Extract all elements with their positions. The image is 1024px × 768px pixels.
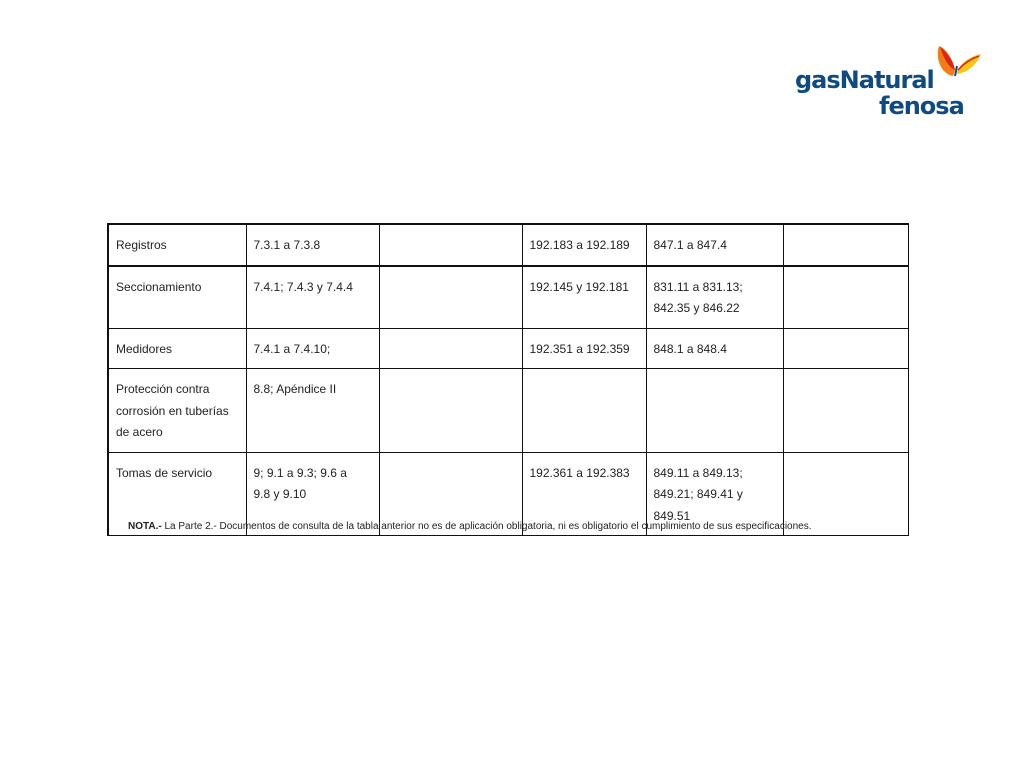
table-cell: 831.11 a 831.13; 842.35 y 846.22	[646, 266, 783, 329]
table-cell	[379, 224, 522, 266]
table-cell	[379, 266, 522, 329]
table-cell: Registros	[108, 224, 246, 266]
table-row	[108, 328, 908, 369]
table-cell: 192.183 a 192.189	[522, 224, 646, 266]
table-cell	[783, 224, 908, 266]
table-cell: Protección contra corrosión en tuberías de acero	[108, 369, 246, 453]
table-cell: 192.351 a 192.359	[522, 328, 646, 369]
table-cell: 847.1 a 847.4	[646, 224, 783, 266]
table-cell: 7.4.1; 7.4.3 y 7.4.4	[246, 266, 379, 329]
table-cell	[379, 328, 522, 369]
table-cell: 192.361 a 192.383	[522, 452, 646, 536]
butterfly-icon	[931, 36, 983, 84]
table-cell	[522, 369, 646, 453]
table-cell: Seccionamiento	[108, 266, 246, 329]
note-label: NOTA.-	[128, 521, 162, 532]
table-cell: Medidores	[108, 328, 246, 369]
logo-text-fenosa: fenosa	[879, 92, 964, 120]
table-cell	[783, 328, 908, 369]
table-cell: 192.145 y 192.181	[522, 266, 646, 329]
table-cell	[379, 369, 522, 453]
table-cell: 7.4.1 a 7.4.10;	[246, 328, 379, 369]
table-note	[128, 521, 812, 532]
table-cell: 7.3.1 a 7.3.8	[246, 224, 379, 266]
table-cell	[783, 369, 908, 453]
regulation-table	[107, 223, 909, 536]
table-cell: Tomas de servicio	[108, 452, 246, 536]
table-row	[108, 224, 908, 266]
table-row	[108, 369, 908, 453]
note-text: La Parte 2.- Documentos de consulta de la tabla anterior no es de aplicación obligatoria, ni es obligatorio el cumplimiento de sus especificaciones.	[161, 521, 812, 532]
logo-text-gasnatural: gasNatural	[795, 66, 934, 94]
table-cell: 848.1 a 848.4	[646, 328, 783, 369]
table-cell: 849.11 a 849.13; 849.21; 849.41 y 849.51	[646, 452, 783, 536]
table-cell	[783, 266, 908, 329]
table-row	[108, 266, 908, 329]
table-cell: 8.8; Apéndice II	[246, 369, 379, 453]
table-cell	[646, 369, 783, 453]
company-logo	[795, 36, 995, 126]
table-cell: 9; 9.1 a 9.3; 9.6 a 9.8 y 9.10	[246, 452, 379, 536]
